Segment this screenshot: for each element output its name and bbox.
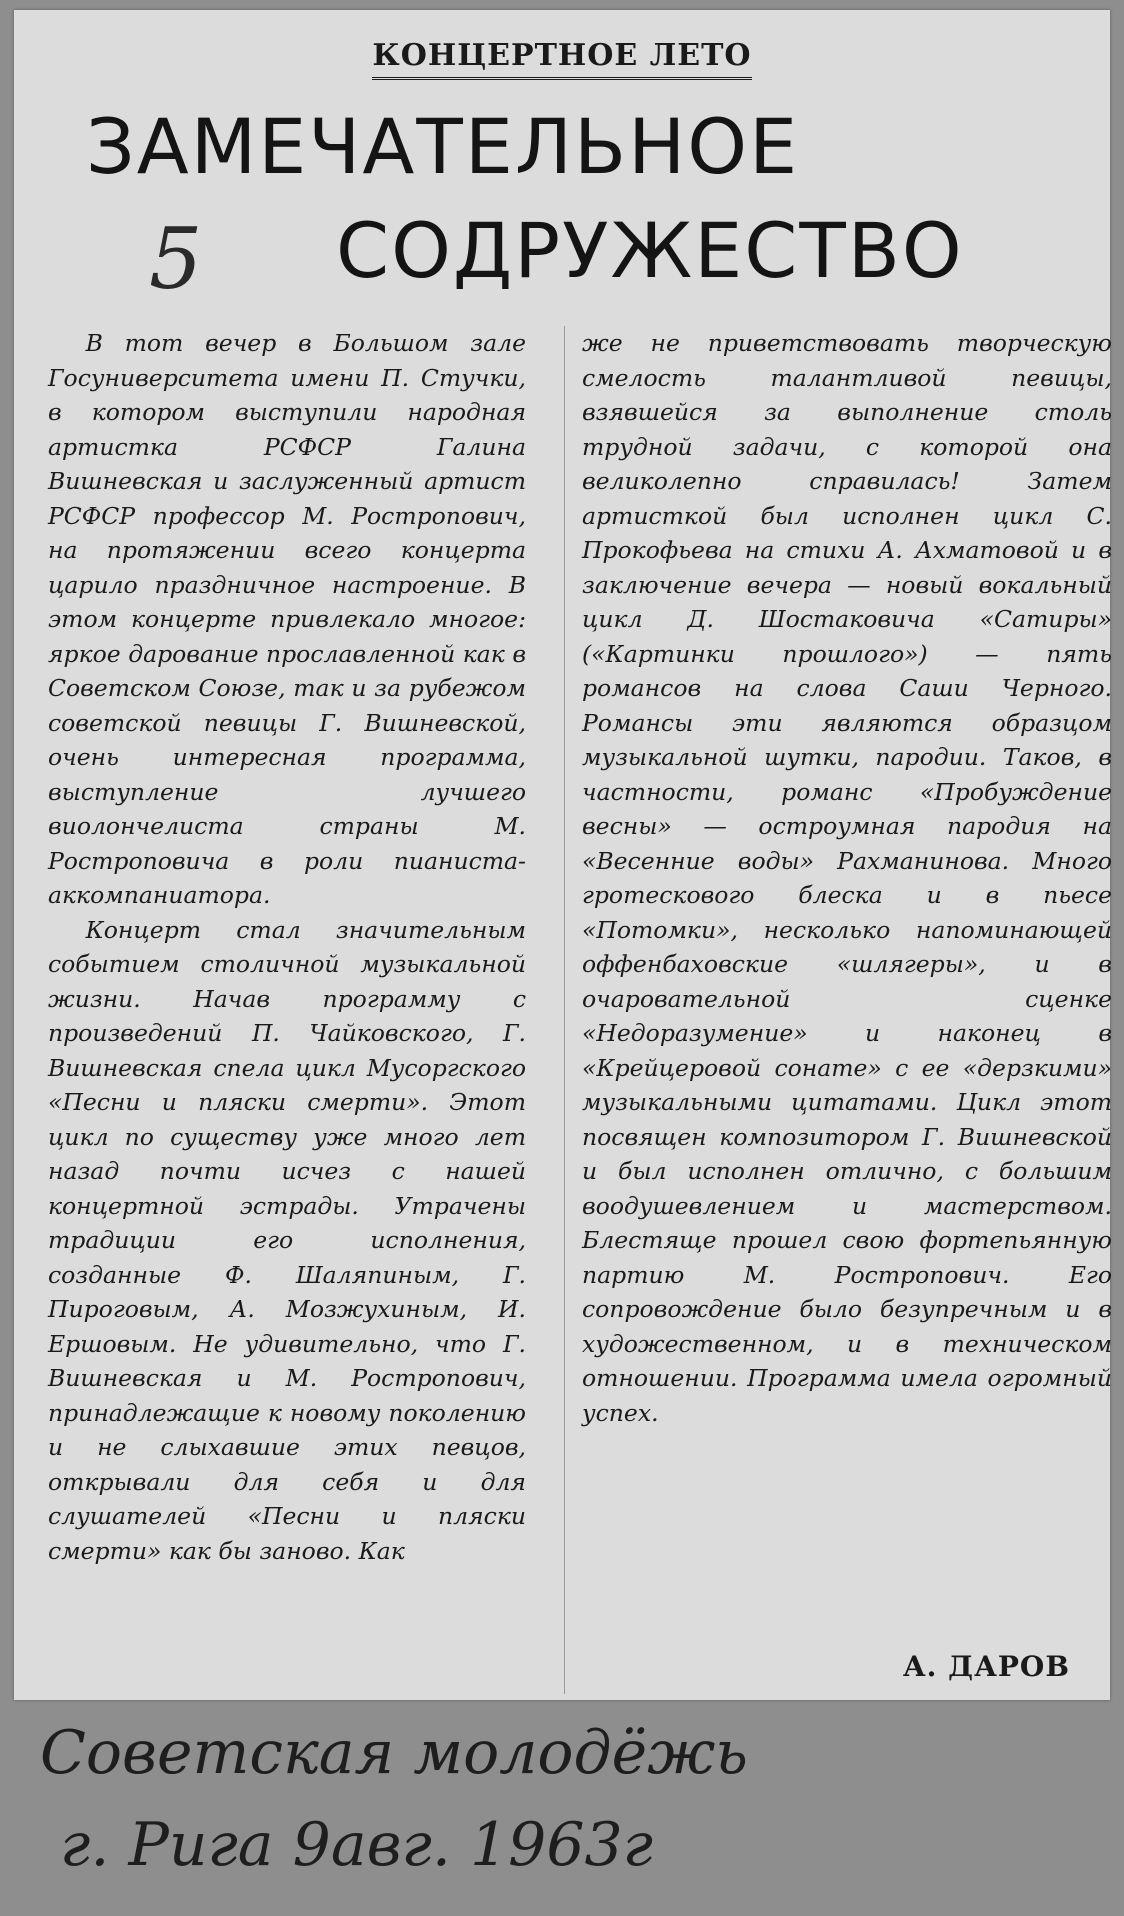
headline-line-2: СОДРУЖЕСТВО <box>336 206 964 295</box>
author-signature: А. ДАРОВ <box>902 1650 1070 1683</box>
handwritten-source: Советская молодёжь <box>40 1718 748 1788</box>
paragraph: В тот вечер в Большом зале Госуниверситета имени П. Стучки, в котором выступили народная артистка РСФСР Галина Вишневская и заслуженный артист РСФСР профессор М. Ростропович, на протяжении всего концерта царило праздничное настроение. В этом концерте привлекало многое: яркое дарование прославленной как в Советском Союзе, так и за рубежом советской певицы Г. Вишневской, очень интересная программа, выступление лучшего виолончелиста страны М. Ростроповича в роли пианиста-аккомпаниатора. <box>48 329 526 909</box>
article-column-1 <box>48 326 526 1568</box>
headline-line-1: ЗАМЕЧАТЕЛЬНОЕ <box>86 102 800 191</box>
newspaper-clipping <box>14 10 1110 1700</box>
handwritten-date: г. Рига 9авг. 1963г <box>60 1810 653 1880</box>
rubric: КОНЦЕРТНОЕ ЛЕТО <box>14 38 1110 73</box>
column-divider <box>564 326 565 1694</box>
article-column-2 <box>582 326 1112 1430</box>
paragraph: Концерт стал значительным событием столичной музыкальной жизни. Начав программу с произведений П. Чайковского, Г. Вишневская спела цикл Мусоргского «Песни и пляски смерти». Этот цикл по существу уже много лет назад почти исчез с нашей концертной эстрады. Утрачены традиции его исполнения, созданные Ф. Шаляпиным, Г. Пироговым, А. Мозжухиным, И. Ершовым. Не удивительно, что Г. Вишневская и М. Ростропович, принадлежащие к новому поколению и не слыхавшие этих певцов, открывали для себя и для слушателей «Песни и пляски смерти» как бы заново. Как <box>48 915 526 1565</box>
handwritten-mark: 5 <box>149 210 203 308</box>
paragraph: же не приветствовать творческую смелость талантливой певицы, взявшейся за выполнение столь трудной задачи, с которой она великолепно справилась! Затем артисткой был исполнен цикл С. Прокофьева на стихи А. Ахматовой и в заключение вечера — новый вокальный цикл Д. Шостаковича «Сатиры» («Картинки прошлого») — пять романсов на слова Саши Черного. Романсы эти являются образцом музыкальной шутки, пародии. Таков, в частности, романс «Пробуждение весны» — остроумная пародия на «Весенние воды» Рахманинова. Много гротескового блеска и в пьесе «Потомки», несколько напоминающей оффенбаховские «шлягеры», и в очаровательной сценке «Недоразумение» и наконец в «Крейцеровой сонате» с ее «дерзкими» музыкальными цитатами. Цикл этот посвящен композитором Г. Вишневской и был исполнен отлично, с большим воодушевлением и мастерством. Блестяще прошел свою фортепьянную партию М. Ростропович. Его сопровождение было безупречным и в художественном, и в техническом отношении. Программа имела огромный успех. <box>582 329 1112 1427</box>
